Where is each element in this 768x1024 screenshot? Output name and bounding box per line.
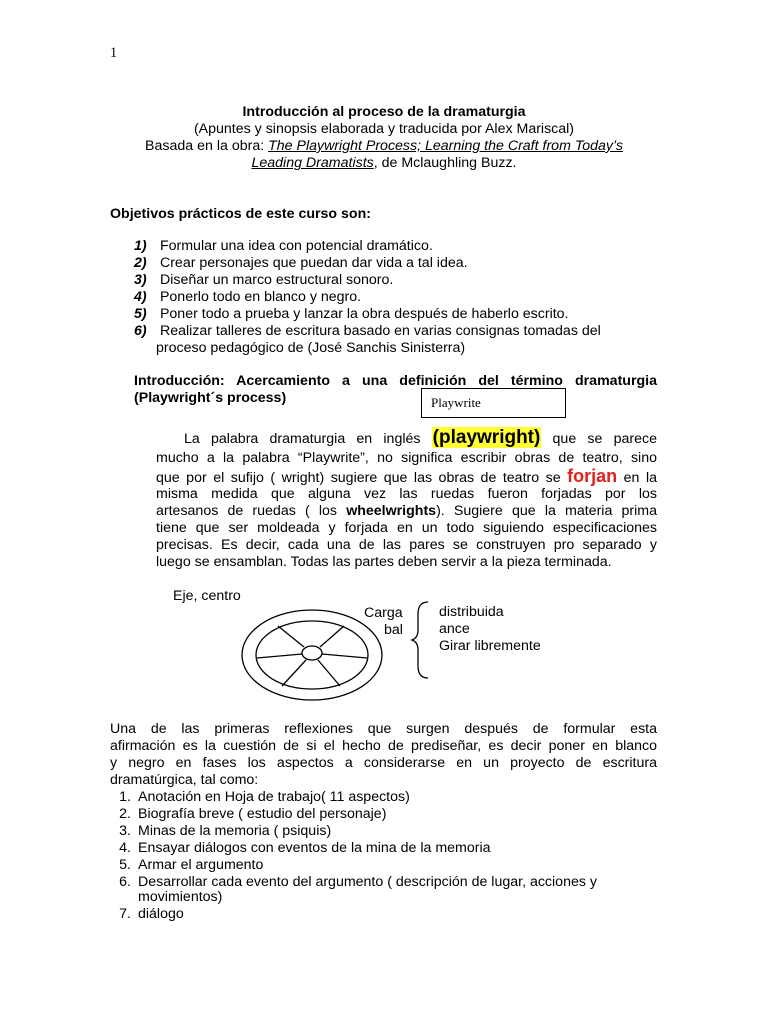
list-item: 3. Minas de la memoria ( psiquis)	[119, 823, 332, 839]
paragraph-line: dramatúrgica, tal como:	[110, 772, 259, 788]
document-title: Introducción al proceso de la dramaturgia	[242, 104, 526, 120]
paragraph-line: tiene que ser moldeada y forjada en un todo siguiendo especificaciones	[156, 520, 657, 536]
brace-shape	[410, 600, 434, 680]
wheel-outer-rim	[242, 610, 382, 700]
list-item: 6. Desarrollar cada evento del argumento ( descripción de lugar, acciones y	[119, 874, 597, 890]
source-work-title: The Playwright Process; Learning the Craft from Today’s	[268, 138, 623, 154]
source-work-title-cont: Leading Dramatists	[251, 155, 374, 171]
paragraph-line: precisas. Es decir, cada una de las pares se construyen pro separado y	[156, 537, 657, 553]
paragraph-line: y negro en fases los aspectos a considerarse en un proyecto de escritura	[110, 755, 657, 771]
list-item: 7. diálogo	[119, 906, 184, 922]
document-subtitle: (Apuntes y sinopsis elaborada y traducida por Alex Mariscal)	[193, 121, 575, 137]
list-item-continuation: proceso pedagógico de (José Sanchis Sinisterra)	[156, 340, 466, 356]
brace-item: ance	[439, 621, 470, 637]
carga-label: Carga	[364, 605, 403, 621]
highlighted-term: (playwright)	[432, 427, 541, 448]
list-item: 2. Biografía breve ( estudio del personaje)	[119, 806, 387, 822]
brace-item: distribuida	[439, 604, 504, 620]
list-item: 6) Realizar talleres de escritura basado en varias consignas tomadas del	[134, 323, 601, 339]
based-prefix: Basada en la obra:	[145, 138, 269, 154]
based-on-line-2	[0, 155, 768, 172]
list-item: 4. Ensayar diálogos con eventos de la mina de la memoria	[119, 840, 491, 856]
based-on-line-1	[0, 138, 768, 155]
list-item: 5) Poner todo a prueba y lanzar la obra después de haberlo escrito.	[134, 306, 569, 322]
page-number: 1	[110, 45, 118, 61]
list-item: 1) Formular una idea con potencial dramático.	[134, 238, 433, 254]
list-item: 5. Armar el argumento	[119, 857, 264, 873]
list-item: 3) Diseñar un marco estructural sonoro.	[134, 272, 394, 288]
paragraph-line: mucho a la palabra “Playwrite”, no significa escribir obras de teatro, sino	[156, 450, 657, 466]
paragraph-line: afirmación es la cuestión de si el hecho de prediseñar, es decir poner en blanco	[110, 738, 657, 754]
intro-heading: Introducción: Acercamiento a una definición del término dramaturgia	[134, 373, 657, 389]
playwrite-box: Playwrite	[421, 388, 566, 418]
paragraph-line: misma medida que alguna vez las ruedas fueron forjadas por los	[156, 486, 657, 502]
intro-heading-cont: (Playwright´s process)	[134, 390, 287, 406]
paragraph-line: La palabra dramaturgia en inglés (playwright) que se parece	[184, 427, 657, 448]
paragraph-line: artesanos de ruedas ( los wheelwrights). Sugiere que la materia prima	[156, 503, 657, 519]
wheel-inner-rim	[256, 621, 368, 689]
list-item: 2) Crear personajes que puedan dar vida a tal idea.	[134, 255, 468, 271]
paragraph-line: luego se ensamblan. Todas las partes deben servir a la pieza terminada.	[156, 554, 612, 570]
paragraph-line: Una de las primeras reflexiones que surgen después de formular esta	[110, 721, 657, 737]
list-item: 1. Anotación en Hoja de trabajo( 11 aspectos)	[119, 789, 410, 805]
paragraph-line: que por el sufijo ( wright) sugiere que las obras de teatro se forjan en la	[156, 466, 657, 486]
wheel-spokes	[257, 626, 367, 686]
emphasized-term: forjan	[567, 466, 618, 486]
wheel-hub	[302, 646, 322, 660]
based-suffix: , de Mclaughling Buzz.	[373, 155, 517, 171]
list-item: 4) Ponerlo todo en blanco y negro.	[134, 289, 362, 305]
objectives-heading: Objetivos prácticos de este curso son:	[110, 206, 371, 222]
list-item-continuation: movimientos)	[138, 889, 223, 905]
bal-label: bal	[384, 622, 403, 638]
brace-item: Girar libremente	[439, 638, 541, 654]
axis-label: Eje, centro	[173, 588, 241, 604]
